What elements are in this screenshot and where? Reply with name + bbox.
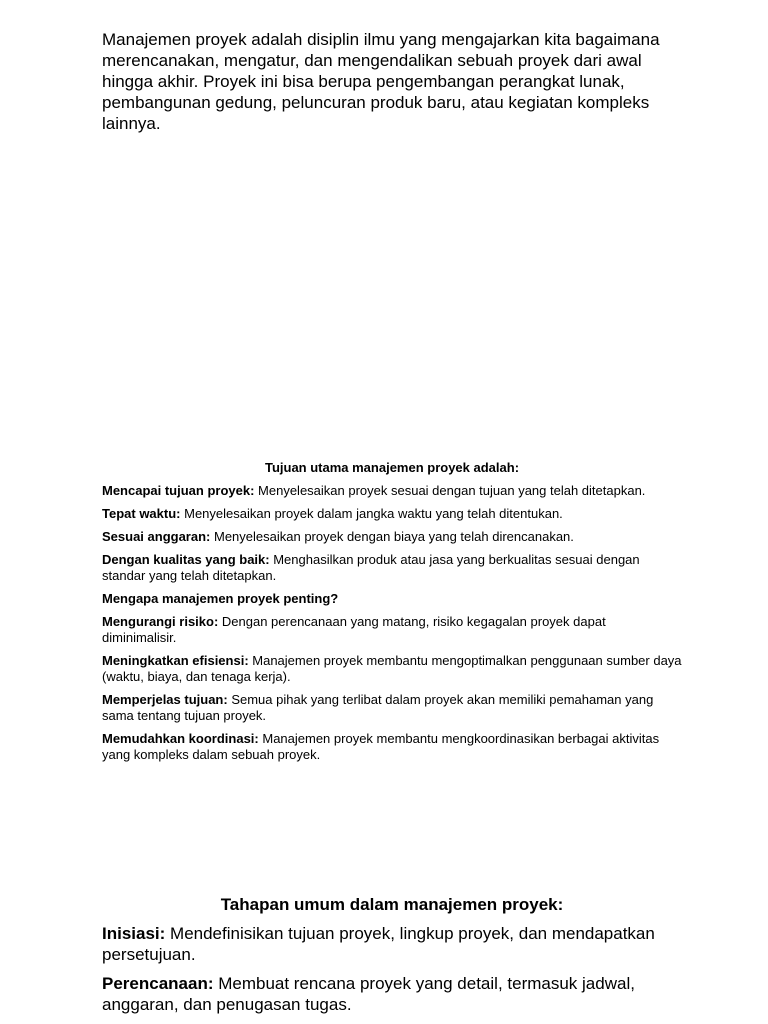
- goal-item: [102, 529, 682, 545]
- goal-term: Dengan kualitas yang baik:: [102, 552, 270, 567]
- importance-heading: Mengapa manajemen proyek penting?: [102, 591, 339, 606]
- stages-section: [102, 894, 682, 1023]
- stage-desc: Mendefinisikan tujuan proyek, lingkup proyek, dan mendapatkan persetujuan.: [102, 924, 655, 964]
- importance-desc: Manajemen proyek membantu mengkoordinasikan berbagai aktivitas yang kompleks dalam sebuah proyek.: [102, 731, 660, 762]
- goal-term: Sesuai anggaran:: [102, 529, 211, 544]
- goal-item: [102, 483, 682, 499]
- importance-term: Memudahkan koordinasi:: [102, 731, 259, 746]
- goal-desc: Menyelesaikan proyek dalam jangka waktu yang telah ditentukan.: [180, 506, 563, 521]
- goal-term: Mencapai tujuan proyek:: [102, 483, 255, 498]
- importance-term: Mengurangi risiko:: [102, 614, 219, 629]
- goal-item: [102, 552, 682, 584]
- goal-desc: Menyelesaikan proyek dengan biaya yang telah direncanakan.: [210, 529, 574, 544]
- goals-section: [102, 460, 682, 770]
- stage-term: Inisiasi:: [102, 924, 166, 943]
- goal-item: [102, 506, 682, 522]
- importance-item: [102, 614, 682, 646]
- stage-term: Perencanaan:: [102, 974, 214, 993]
- stage-item: [102, 923, 682, 965]
- stage-desc: Membuat rencana proyek yang detail, termasuk jadwal, anggaran, dan penugasan tugas.: [102, 974, 635, 1014]
- stages-heading: Tahapan umum dalam manajemen proyek:: [220, 895, 564, 914]
- goal-desc: Menyelesaikan proyek sesuai dengan tujuan yang telah ditetapkan.: [254, 483, 646, 498]
- intro-paragraph: Manajemen proyek adalah disiplin ilmu yang mengajarkan kita bagaimana merencanakan, mengatur, dan mengendalikan sebuah proyek dari awal hingga akhir. Proyek ini bisa berupa pengembangan perangkat lunak, pembangunan gedung, peluncuran produk baru, atau kegiatan kompleks lainnya.: [102, 30, 660, 133]
- importance-desc: Semua pihak yang terlibat dalam proyek akan memiliki pemahaman yang sama tentang tujuan proyek.: [102, 692, 654, 723]
- goals-heading: Tujuan utama manajemen proyek adalah:: [264, 460, 520, 475]
- goal-term: Tepat waktu:: [102, 506, 181, 521]
- importance-item: [102, 692, 682, 724]
- importance-desc: Manajemen proyek membantu mengoptimalkan penggunaan sumber daya (waktu, biaya, dan tenaga kerja).: [102, 653, 682, 684]
- importance-desc: Dengan perencanaan yang matang, risiko kegagalan proyek dapat diminimalisir.: [102, 614, 606, 645]
- importance-term: Meningkatkan efisiensi:: [102, 653, 249, 668]
- goal-desc: Menghasilkan produk atau jasa yang berkualitas sesuai dengan standar yang telah ditetapkan.: [102, 552, 640, 583]
- stage-item: [102, 973, 682, 1015]
- importance-item: [102, 731, 682, 763]
- importance-term: Memperjelas tujuan:: [102, 692, 228, 707]
- importance-item: [102, 653, 682, 685]
